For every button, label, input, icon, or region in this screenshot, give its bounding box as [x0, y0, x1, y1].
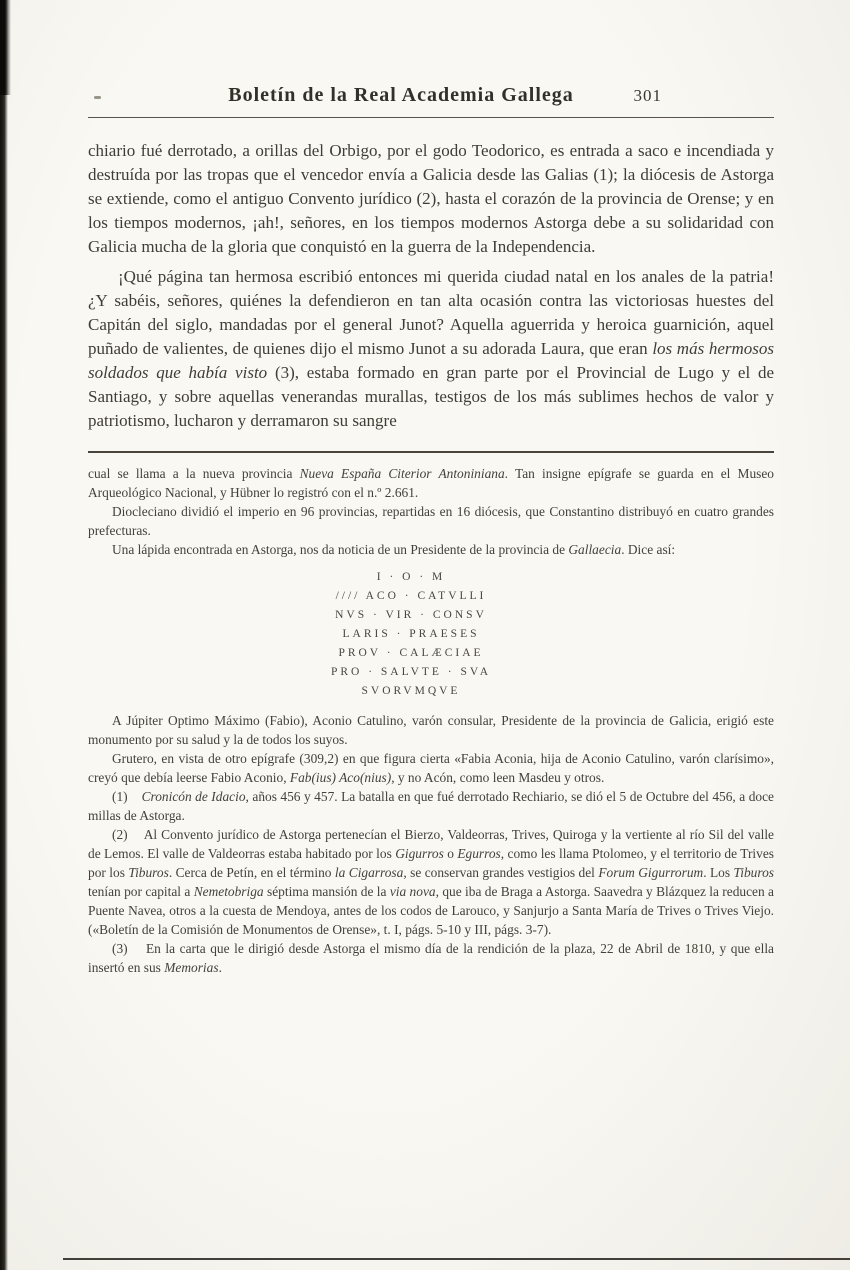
text-run: cual se llama a la nueva provincia	[88, 466, 300, 481]
main-text	[88, 139, 774, 433]
footnote-paragraph	[88, 939, 774, 977]
italic-text-run: Egurros	[457, 846, 501, 861]
italic-text-run: Fab(ius) Aco(nius)	[289, 770, 392, 785]
text-run: , que iba de Braga a Astorga. Saavedra y Blázquez la reducen a Puente Navea, otros a la cuesta de Mendoya, antes de los codos de Larouco, y Sanjurjo a Santa María de Trives o Trives Viejo. («Boletín de la Comisión de Monumentos de Orense», t. I, págs. 5-10 y III, págs. 3-7).	[88, 884, 774, 937]
journal-title: Boletín de la Real Academia Gallega	[228, 84, 574, 106]
scan-binding-edge-top	[0, 0, 11, 95]
italic-text-run: Tiburos	[733, 865, 774, 880]
inscription-line: SVORVMQVE	[361, 685, 461, 697]
text-run: , como les llama Ptolomeo, y el territorio de Trives por los	[88, 846, 774, 880]
italic-text-run: Memorias	[164, 960, 219, 975]
inscription-line: LARIS · PRAESES	[342, 628, 480, 640]
italic-text-run: Nueva España Citerior Antoniniana	[299, 466, 505, 481]
text-run: , años 456 y 457. La batalla en que fué derrotado Rechiario, se dió el 5 de Octubre del 456, a doce millas de Astorga.	[88, 789, 774, 823]
inscription-line: NVS · VIR · CONSV	[335, 609, 487, 621]
text-run: A Júpiter Optimo Máximo (Fabio), Aconio Catulino, varón consular, Presidente de la provincia de Galicia, erigió este monumento por su salud y la de todos los suyos.	[88, 713, 774, 747]
footnote-paragraph	[88, 749, 774, 787]
header-mark	[94, 96, 101, 99]
italic-text-run: la Cigarrosa	[334, 865, 404, 880]
text-run: (3) En la carta que le dirigió desde Astorga el mismo día de la rendición de la plaza, 22 de Abril de 1810, y que ella insertó en sus	[88, 941, 774, 975]
inscription-line: PRO · SALVTE · SVA	[330, 666, 492, 678]
inscription-line: //// ACO · CATVLLI	[335, 590, 487, 602]
text-run: . Los	[703, 865, 734, 880]
footnote-paragraph	[88, 540, 774, 559]
footnote-paragraph	[88, 787, 774, 825]
text-run: (1)	[112, 789, 142, 804]
footnote-paragraph	[88, 711, 774, 749]
text-run: Diocleciano dividió el imperio en 96 provincias, repartidas en 16 diócesis, que Constantino distribuyó en cuatro grandes prefecturas.	[88, 504, 774, 538]
text-run: . Dice así:	[621, 542, 676, 557]
scan-bottom-edge	[63, 1258, 850, 1260]
text-run: .	[218, 960, 222, 975]
text-run: (2) Al Convento jurídico de Astorga pertenecían el Bierzo, Valdeorras, Trives, Quiroga y la vertiente al río Sil del valle de Lemos. El valle de Valdeorras estaba habitado por los	[88, 827, 774, 861]
body-paragraph	[88, 265, 774, 433]
inscription-line: PROV · CALÆCIAE	[338, 647, 484, 659]
body-paragraph	[88, 139, 774, 259]
footnote-paragraph	[88, 825, 774, 939]
footnote-paragraph	[88, 464, 774, 502]
scan-binding-edge	[0, 0, 8, 1270]
text-run: tenían por capital a	[88, 884, 194, 899]
italic-text-run: Cronicón de Idacio	[141, 789, 246, 804]
text-run: , y no Acón, como leen Masdeu y otros.	[391, 770, 605, 785]
page-number: 301	[633, 86, 662, 105]
text-run: . Tan insigne epígrafe se guarda en el Museo Arqueológico Nacional, y Hübner lo registró con el n.º 2.661.	[88, 466, 774, 500]
header-rule	[88, 117, 774, 118]
italic-text-run: via nova	[389, 884, 436, 899]
text-run: , se conservan grandes vestigios del	[403, 865, 599, 880]
italic-text-run: Forum Gigurrorum	[598, 865, 704, 880]
text-run: chiario fué derrotado, a orillas del Orbigo, por el godo Teodorico, es entrada a saco e incendiada y destruída por las tropas que el vencedor envía a Galicia desde las Galias (1); la diócesis de Astorga se extiende, como el antiguo Convento jurídico (2), hasta el corazón de la provincia de Orense; y en los tiempos modernos, ¡ah!, señores, en los tiempos modernos Astorga debe a su solidaridad con Galicia mucha de la gloria que conquistó en la guerra de la Independencia.	[88, 141, 774, 256]
latin-inscription-block	[68, 568, 754, 701]
footnote-separator-rule	[88, 451, 774, 453]
page-content	[88, 0, 774, 977]
footnotes-upper	[88, 464, 774, 559]
text-run: (3), estaba formado en gran parte por el Provincial de Lugo y el de Santiago, y sobre aquellas venerandas murallas, testigos de los más sublimes hechos de valor y patriotismo, lucharon y derramaron su sangre	[88, 363, 774, 430]
text-run: ¡Qué página tan hermosa escribió entonces mi querida ciudad natal en los anales de la patria! ¿Y sabéis, señores, quiénes la defendieron en tan alta ocasión contra las victoriosas huestes del Capitán del siglo, mandadas por el general Junot? Aquella aguerrida y heroica guarnición, aquel puñado de valientes, de quienes dijo el mismo Junot a su adorada Laura, que eran	[88, 267, 774, 358]
text-run: . Cerca de Petín, en el término	[168, 865, 335, 880]
footnote-paragraph	[88, 502, 774, 540]
text-run: Una lápida encontrada en Astorga, nos da noticia de un Presidente de la provincia de	[112, 542, 569, 557]
page-header	[88, 84, 774, 111]
text-run: o	[443, 846, 458, 861]
italic-text-run: Nemetobriga	[193, 884, 264, 899]
inscription-line: I · O · M	[376, 571, 446, 583]
text-run: Grutero, en vista de otro epígrafe (309,2) en que figura cierta «Fabia Aconia, hija de Aconio Catulino, varón clarísimo», creyó que debía leerse Fabio Aconio,	[88, 751, 774, 785]
text-run: séptima mansión de la	[263, 884, 390, 899]
italic-text-run: Tiburos	[128, 865, 169, 880]
italic-text-run: Gigurros	[395, 846, 444, 861]
italic-text-run: Gallaecia	[568, 542, 622, 557]
footnotes-lower	[88, 711, 774, 977]
italic-text-run: los más hermosos soldados que había visto	[88, 339, 775, 382]
